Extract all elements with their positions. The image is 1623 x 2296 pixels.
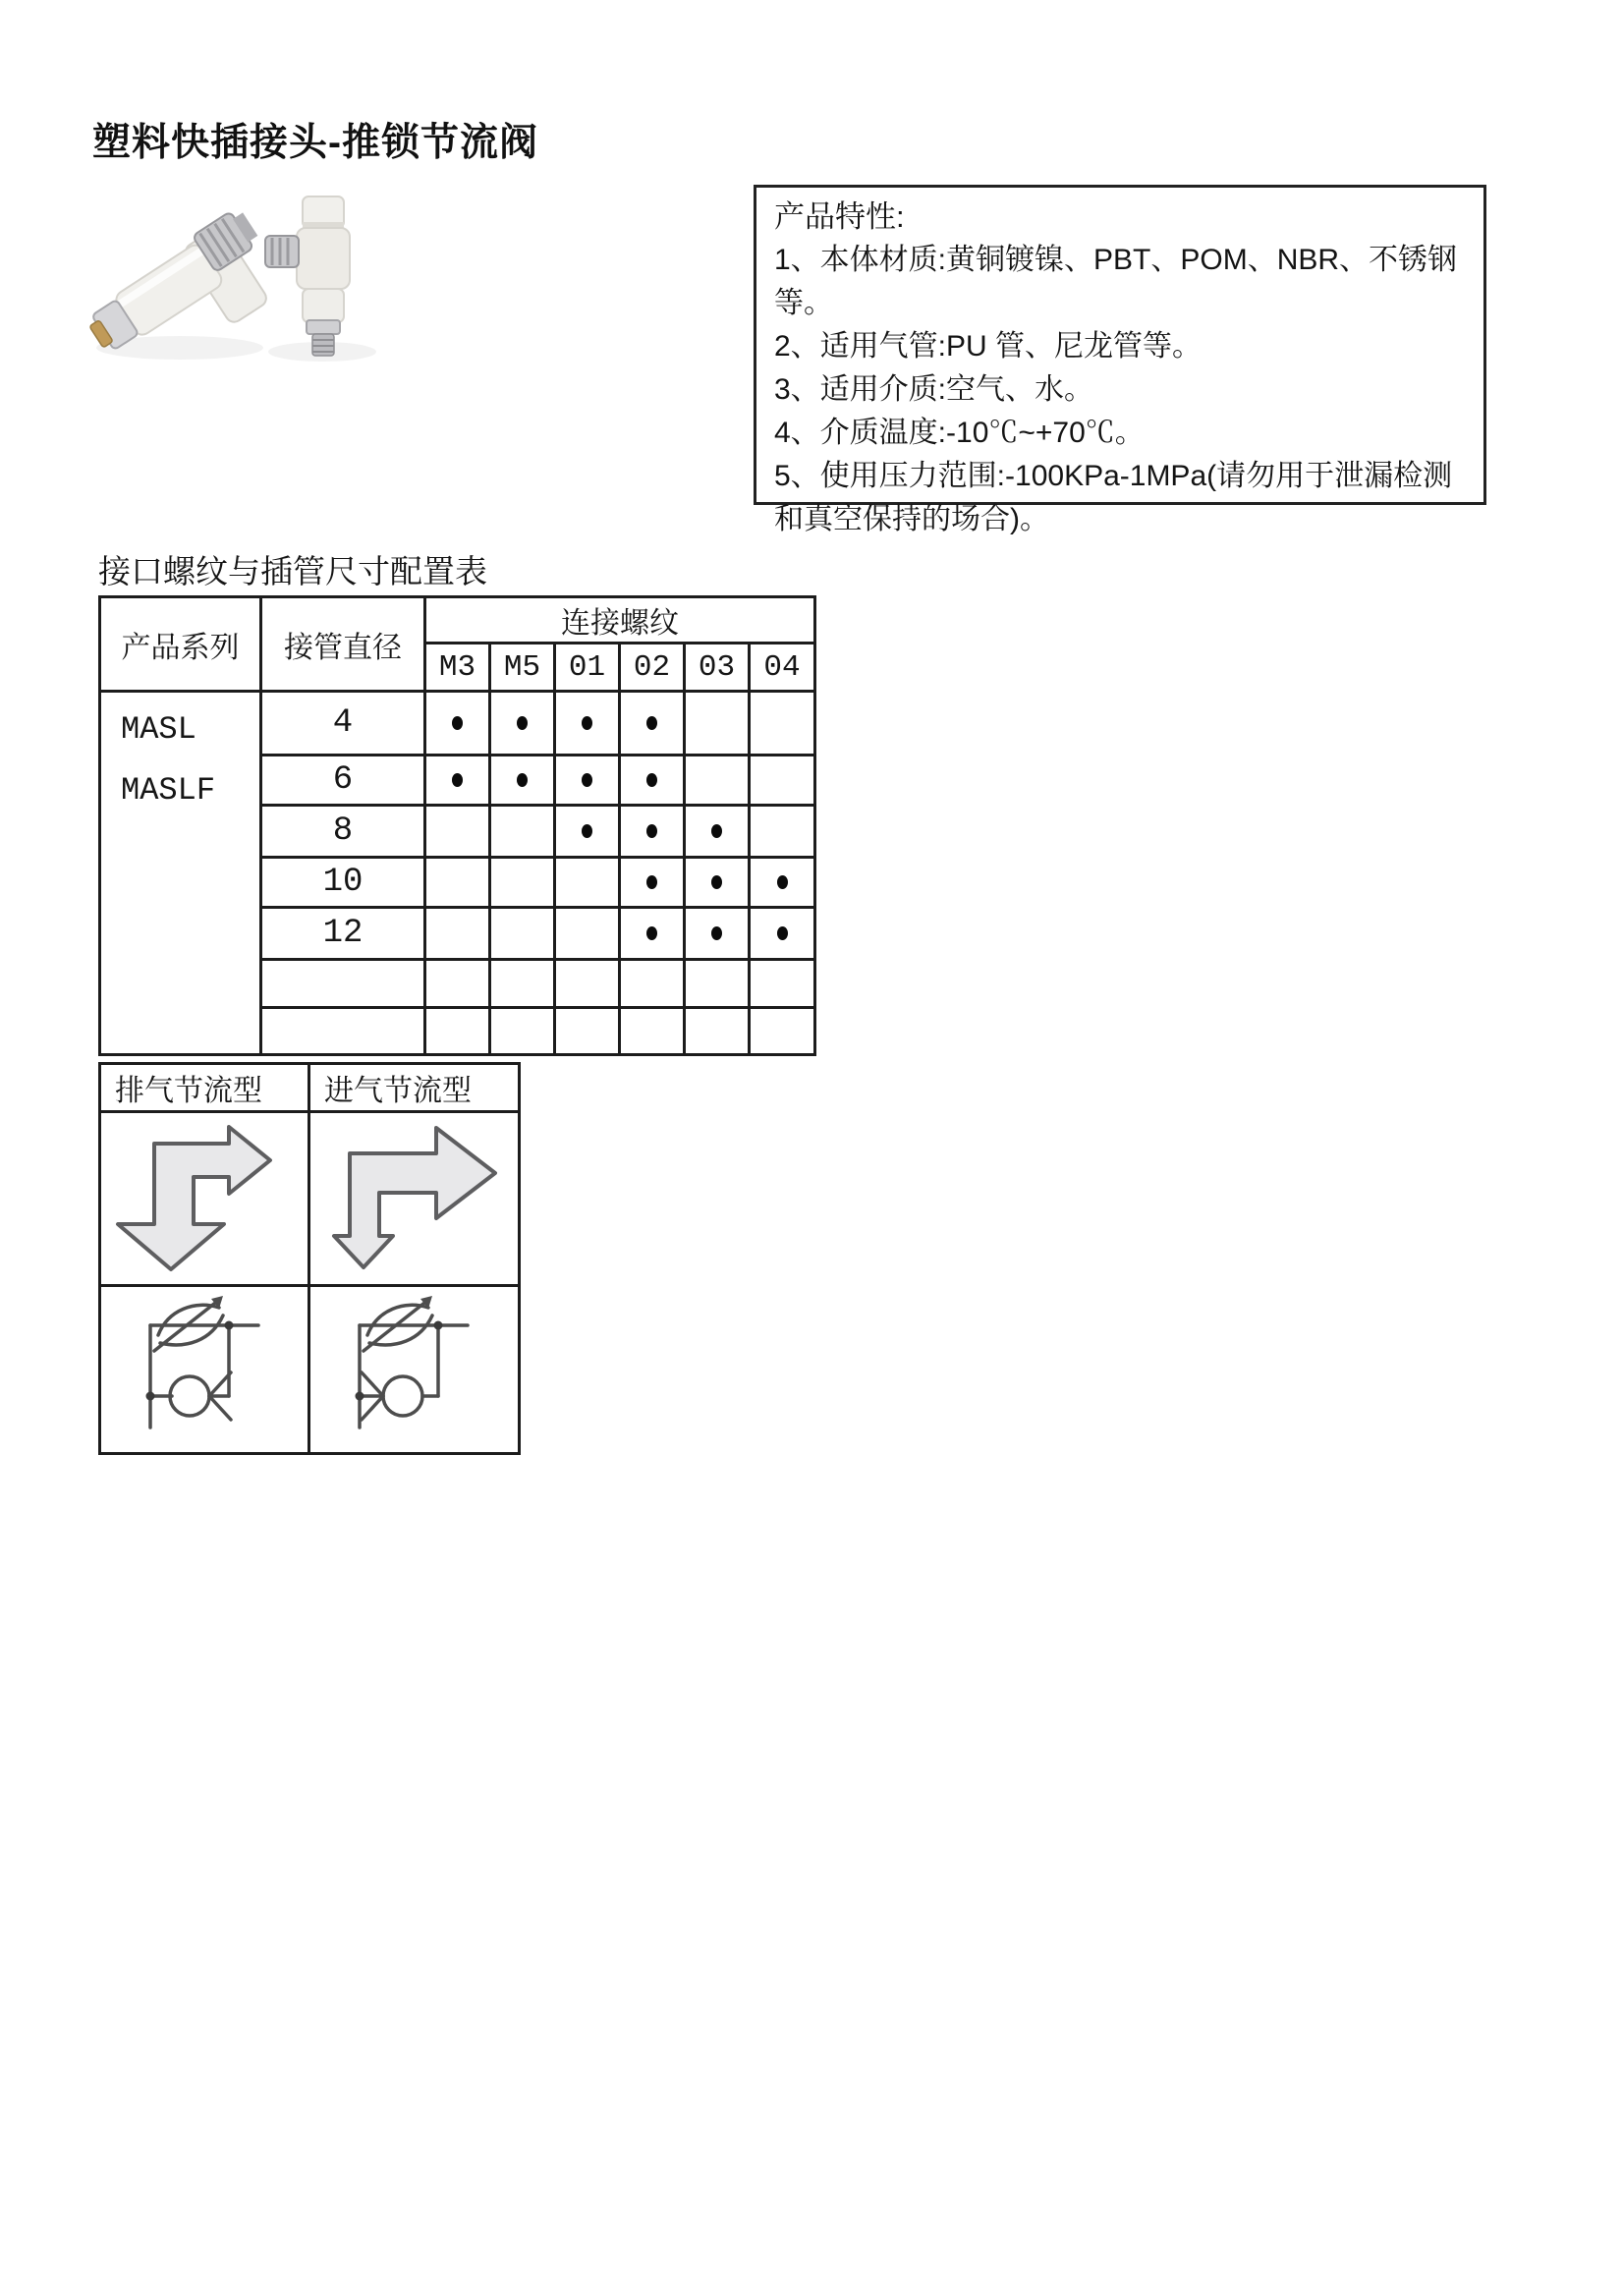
- intake-symbol-cell: [309, 1286, 520, 1454]
- table-row: [100, 692, 815, 756]
- matrix-cell: [425, 806, 490, 858]
- matrix-cell: [685, 908, 750, 960]
- matrix-cell: [750, 1008, 815, 1055]
- feature-item: 1、本体材质:黄铜镀镍、PBT、POM、NBR、不锈钢等。: [774, 244, 1458, 319]
- thread-size-header: M5: [490, 644, 555, 692]
- matrix-cell: [620, 908, 685, 960]
- availability-dot: [711, 926, 722, 940]
- matrix-cell: [425, 756, 490, 806]
- matrix-cell: [490, 806, 555, 858]
- matrix-cell: [750, 908, 815, 960]
- flow-type-table: [98, 1062, 521, 1455]
- exhaust-throttle-symbol: [103, 1290, 307, 1449]
- product-photo-illustration: [77, 179, 391, 375]
- matrix-cell: [555, 806, 620, 858]
- config-table-title: 接口螺纹与插管尺寸配置表: [98, 553, 487, 589]
- matrix-cell: [425, 960, 490, 1008]
- matrix-cell: [685, 756, 750, 806]
- matrix-cell: [685, 692, 750, 756]
- thread-size-header: 03: [685, 644, 750, 692]
- matrix-cell: [685, 1008, 750, 1055]
- matrix-cell: [490, 692, 555, 756]
- diameter-cell: 8: [261, 806, 425, 858]
- thread-size-header: M3: [425, 644, 490, 692]
- availability-dot: [777, 875, 788, 889]
- matrix-cell: [490, 756, 555, 806]
- availability-dot: [452, 716, 463, 730]
- col-header-product-series: 产品系列: [100, 597, 261, 692]
- intake-throttle-header: 进气节流型: [309, 1064, 520, 1112]
- matrix-cell: [555, 908, 620, 960]
- matrix-cell: [555, 756, 620, 806]
- matrix-cell: [425, 908, 490, 960]
- diameter-cell: 12: [261, 908, 425, 960]
- config-table: [98, 595, 816, 1056]
- matrix-cell: [620, 960, 685, 1008]
- matrix-cell: [750, 692, 815, 756]
- matrix-cell: [620, 1008, 685, 1055]
- features-title: 产品特性:: [774, 199, 905, 234]
- page-title: 塑料快插接头-推锁节流阀: [92, 122, 538, 164]
- availability-dot: [646, 875, 657, 889]
- matrix-cell: [620, 858, 685, 908]
- matrix-cell: [490, 858, 555, 908]
- availability-dot: [711, 875, 722, 889]
- feature-item: 4、介质温度:-10℃~+70℃。: [774, 417, 1145, 449]
- col-header-thread-group: 连接螺纹: [425, 597, 815, 644]
- series-name: MASL: [121, 711, 196, 748]
- matrix-cell: [490, 1008, 555, 1055]
- feature-item: 5、使用压力范围:-100KPa-1MPa(请勿用于泄漏检测和真空保持的场合)。: [774, 460, 1453, 535]
- matrix-cell: [750, 858, 815, 908]
- matrix-cell: [425, 1008, 490, 1055]
- diameter-cell: 10: [261, 858, 425, 908]
- matrix-cell: [685, 806, 750, 858]
- intake-arrow-cell: [309, 1112, 520, 1286]
- exhaust-arrow-cell: [100, 1112, 309, 1286]
- matrix-cell: [750, 806, 815, 858]
- flow-symbol-row: [100, 1286, 520, 1454]
- availability-dot: [452, 773, 463, 787]
- matrix-cell: [620, 692, 685, 756]
- availability-dot: [517, 773, 528, 787]
- product-series-cell: [100, 692, 261, 1055]
- diameter-cell: 6: [261, 756, 425, 806]
- availability-dot: [646, 824, 657, 838]
- availability-dot: [646, 926, 657, 940]
- availability-dot: [582, 824, 592, 838]
- matrix-cell: [555, 1008, 620, 1055]
- col-header-tube-diameter: 接管直径: [261, 597, 425, 692]
- matrix-cell: [750, 960, 815, 1008]
- matrix-cell: [490, 908, 555, 960]
- matrix-cell: [555, 692, 620, 756]
- availability-dot: [711, 824, 722, 838]
- intake-throttle-symbol: [312, 1290, 517, 1449]
- exhaust-symbol-cell: [100, 1286, 309, 1454]
- matrix-cell: [750, 756, 815, 806]
- thread-size-header: 01: [555, 644, 620, 692]
- availability-dot: [582, 716, 592, 730]
- availability-dot: [777, 926, 788, 940]
- matrix-cell: [490, 960, 555, 1008]
- series-name: MASLF: [121, 772, 216, 809]
- fitting-valve-right: [265, 196, 350, 356]
- flow-type-header-row: [100, 1064, 520, 1112]
- feature-item: 3、适用介质:空气、水。: [774, 373, 1094, 406]
- availability-dot: [646, 716, 657, 730]
- matrix-cell: [425, 858, 490, 908]
- intake-flow-arrow-icon: [312, 1116, 517, 1281]
- availability-dot: [582, 773, 592, 787]
- thread-size-header: 04: [750, 644, 815, 692]
- flow-arrow-row: [100, 1112, 520, 1286]
- diameter-cell: [261, 1008, 425, 1055]
- feature-item: 2、适用气管:PU 管、尼龙管等。: [774, 330, 1203, 363]
- exhaust-flow-arrow-icon: [103, 1116, 307, 1281]
- exhaust-throttle-header: 排气节流型: [100, 1064, 309, 1112]
- diameter-cell: [261, 960, 425, 1008]
- matrix-cell: [620, 806, 685, 858]
- availability-dot: [517, 716, 528, 730]
- thread-size-header: 02: [620, 644, 685, 692]
- config-table-header-row: [100, 597, 815, 644]
- matrix-cell: [620, 756, 685, 806]
- matrix-cell: [685, 960, 750, 1008]
- matrix-cell: [425, 692, 490, 756]
- product-photo: [77, 179, 391, 375]
- features-box: [754, 185, 1486, 535]
- availability-dot: [646, 773, 657, 787]
- matrix-cell: [685, 858, 750, 908]
- matrix-cell: [555, 858, 620, 908]
- diameter-cell: 4: [261, 692, 425, 756]
- matrix-cell: [555, 960, 620, 1008]
